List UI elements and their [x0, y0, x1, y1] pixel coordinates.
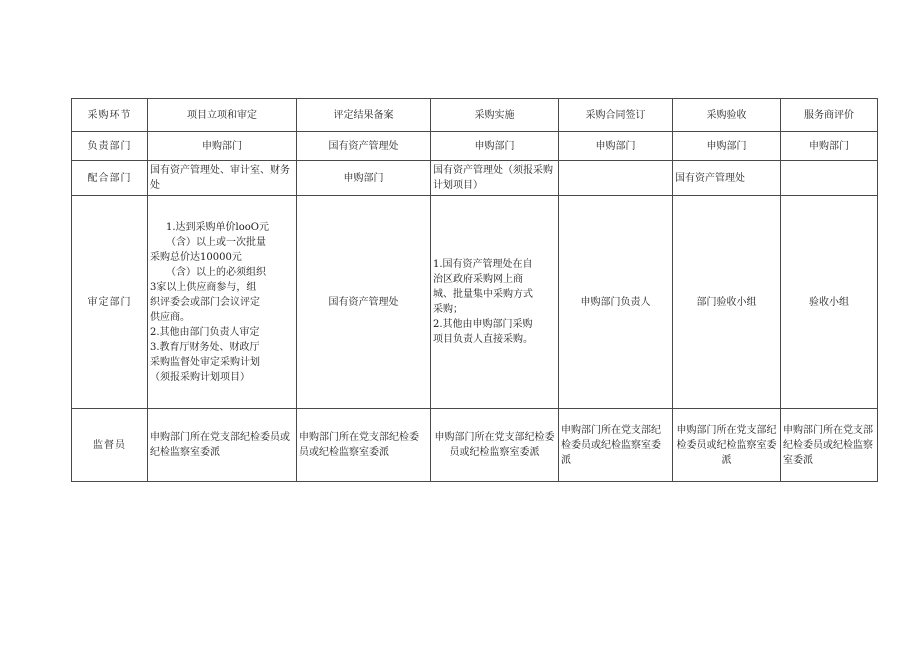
rule-line: 城、批量集中采购方式 — [433, 289, 533, 300]
table-cell: 申购部门 — [559, 132, 673, 161]
table-cell: 验收小组 — [781, 196, 878, 409]
rule-line: 采购监督处审定采购计划 — [150, 356, 260, 368]
table-cell: 国有资产管理处 — [673, 161, 781, 196]
rule-line: 2.其他由申购部门采购 — [433, 319, 533, 330]
approval-rules-cell — [148, 196, 297, 409]
col-header-evaluation: 服务商评价 — [781, 99, 878, 132]
responsible-row — [72, 132, 878, 161]
table-cell: 申购部门 — [781, 132, 878, 161]
rule-line: 织评委会或部门会议评定 — [150, 296, 260, 308]
rule-line: 治区政府采购网上商 — [433, 274, 523, 285]
procurement-table — [71, 98, 878, 482]
rule-line: 供应商。 — [150, 311, 190, 323]
rule-line: 3.教育厅财务处、财政厅 — [150, 341, 260, 353]
rule-line: （须报采购计划项目） — [150, 371, 250, 383]
table-cell: 国有资产管理处、审计室、财务处 — [148, 161, 297, 196]
rule-line: 采购； — [433, 304, 463, 315]
table-cell: 申购部门 — [297, 161, 431, 196]
rule-line: 2.其他由部门负责人审定 — [150, 326, 260, 338]
row-label-cooperating: 配合部门 — [72, 161, 148, 196]
col-header-approval: 项目立项和审定 — [148, 99, 297, 132]
row-label-stage: 采购环节 — [72, 99, 148, 132]
approval-row — [72, 196, 878, 409]
supervisor-row — [72, 409, 878, 482]
table-cell: 国有资产管理处 — [297, 132, 431, 161]
header-row — [72, 99, 878, 132]
cooperating-row — [72, 161, 878, 196]
rule-line: （含）以上或一次批量 — [166, 236, 266, 248]
table-cell: 申购部门 — [431, 132, 559, 161]
rule-line: （含）以上的必须组织 — [166, 266, 266, 278]
table-cell: 申购部门所在党支部纪检委员或纪检监察室委派 — [559, 409, 673, 482]
table-cell — [559, 161, 673, 196]
col-header-acceptance: 采购验收 — [673, 99, 781, 132]
implementation-rules-cell — [431, 196, 559, 409]
rule-line: 1.达到采购单价looO元 — [166, 221, 269, 233]
row-label-approval: 审定部门 — [72, 196, 148, 409]
table-cell: 申购部门所在党支部纪检委员或纪检监察室委派 — [297, 409, 431, 482]
rule-line: 1.国有资产管理处在自 — [433, 259, 533, 270]
table-cell: 申购部门所在党支部纪检委员或纪检监察室委派 — [148, 409, 297, 482]
table-cell — [781, 161, 878, 196]
col-header-filing: 评定结果备案 — [297, 99, 431, 132]
table-cell: 部门验收小组 — [673, 196, 781, 409]
rule-line: 项目负责人直接采购。 — [433, 334, 533, 345]
table-cell: 申购部门 — [673, 132, 781, 161]
col-header-contract: 采购合同签订 — [559, 99, 673, 132]
table-cell: 申购部门所在党支部纪检委员或纪检监察室委派 — [781, 409, 878, 482]
table-cell: 申购部门 — [148, 132, 297, 161]
table-cell: 申购部门所在党支部纪检委员或纪检监察室委派 — [431, 409, 559, 482]
table-cell: 申购部门所在党支部纪检委员或纪检监察室委派 — [673, 409, 781, 482]
rule-line: 3家以上供应商参与，组 — [150, 281, 257, 293]
table-cell: 国有资产管理处（须报采购计划项目） — [431, 161, 559, 196]
row-label-supervisor: 监督员 — [72, 409, 148, 482]
table-cell: 国有资产管理处 — [297, 196, 431, 409]
row-label-responsible: 负责部门 — [72, 132, 148, 161]
rule-line: 采购总价达10000元 — [150, 251, 242, 263]
col-header-implementation: 采购实施 — [431, 99, 559, 132]
table-cell: 申购部门负责人 — [559, 196, 673, 409]
